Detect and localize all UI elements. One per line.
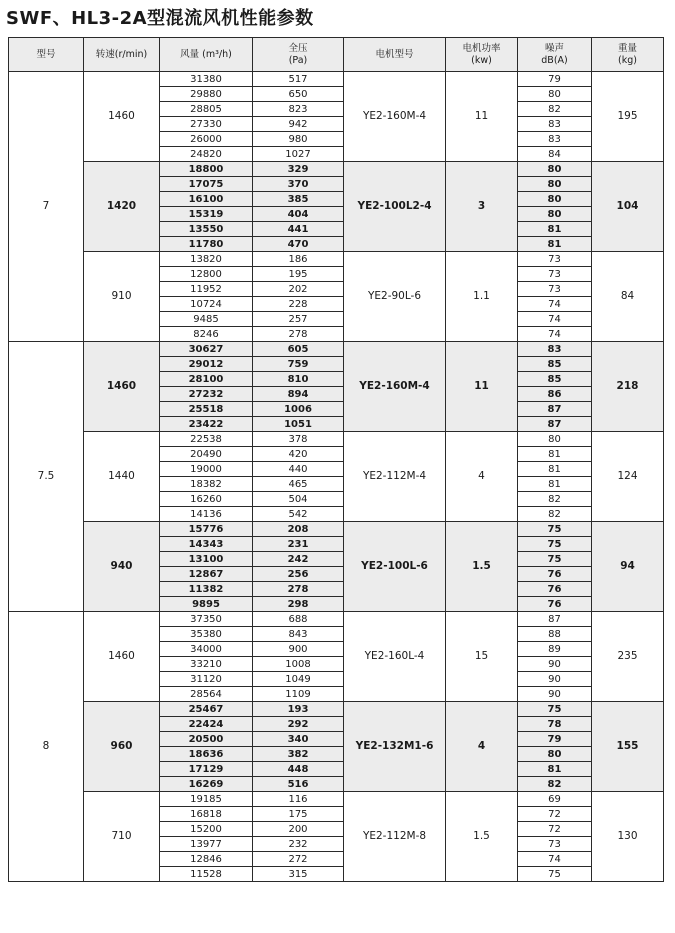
speed-cell: 910 [84, 252, 160, 342]
model-cell: 7 [9, 72, 84, 342]
table-row [9, 432, 664, 447]
pressure-cell: 465 [253, 477, 344, 492]
noise-cell: 80 [518, 747, 592, 762]
motor-cell: YE2-112M-4 [344, 432, 446, 522]
header-flow: 风量 (m³/h) [160, 38, 253, 72]
weight-cell: 104 [592, 162, 664, 252]
flow-cell: 16260 [160, 492, 253, 507]
noise-cell: 88 [518, 627, 592, 642]
weight-cell: 94 [592, 522, 664, 612]
flow-cell: 29012 [160, 357, 253, 372]
flow-cell: 12867 [160, 567, 253, 582]
flow-cell: 30627 [160, 342, 253, 357]
pressure-cell: 504 [253, 492, 344, 507]
speed-cell: 710 [84, 792, 160, 882]
flow-cell: 27330 [160, 117, 253, 132]
pressure-cell: 292 [253, 717, 344, 732]
pressure-cell: 186 [253, 252, 344, 267]
power-cell: 1.1 [446, 252, 518, 342]
noise-cell: 74 [518, 852, 592, 867]
weight-cell: 130 [592, 792, 664, 882]
speed-cell: 1420 [84, 162, 160, 252]
pressure-cell: 329 [253, 162, 344, 177]
pressure-cell: 605 [253, 342, 344, 357]
flow-cell: 25467 [160, 702, 253, 717]
pressure-cell: 843 [253, 627, 344, 642]
flow-cell: 18382 [160, 477, 253, 492]
header-model: 型号 [9, 38, 84, 72]
noise-cell: 87 [518, 402, 592, 417]
pressure-cell: 175 [253, 807, 344, 822]
pressure-cell: 440 [253, 462, 344, 477]
noise-cell: 81 [518, 222, 592, 237]
pressure-cell: 470 [253, 237, 344, 252]
power-cell: 4 [446, 702, 518, 792]
page-title: SWF、HL3-2A型混流风机性能参数 [6, 8, 314, 29]
flow-cell: 25518 [160, 402, 253, 417]
pressure-cell: 200 [253, 822, 344, 837]
noise-cell: 80 [518, 177, 592, 192]
flow-cell: 20490 [160, 447, 253, 462]
noise-cell: 81 [518, 462, 592, 477]
noise-cell: 81 [518, 237, 592, 252]
flow-cell: 12846 [160, 852, 253, 867]
noise-cell: 87 [518, 417, 592, 432]
pressure-cell: 441 [253, 222, 344, 237]
weight-cell: 124 [592, 432, 664, 522]
noise-cell: 75 [518, 522, 592, 537]
noise-cell: 86 [518, 387, 592, 402]
pressure-cell: 315 [253, 867, 344, 882]
noise-cell: 90 [518, 672, 592, 687]
flow-cell: 29880 [160, 87, 253, 102]
performance-table [8, 37, 664, 882]
pressure-cell: 208 [253, 522, 344, 537]
pressure-cell: 1051 [253, 417, 344, 432]
noise-cell: 76 [518, 597, 592, 612]
header-motor: 电机型号 [344, 38, 446, 72]
pressure-cell: 298 [253, 597, 344, 612]
model-cell: 8 [9, 612, 84, 882]
flow-cell: 19185 [160, 792, 253, 807]
motor-cell: YE2-132M1-6 [344, 702, 446, 792]
noise-cell: 75 [518, 867, 592, 882]
power-cell: 11 [446, 342, 518, 432]
noise-cell: 80 [518, 432, 592, 447]
motor-cell: YE2-160M-4 [344, 72, 446, 162]
flow-cell: 24820 [160, 147, 253, 162]
noise-cell: 75 [518, 537, 592, 552]
header-row [9, 38, 664, 72]
motor-cell: YE2-90L-6 [344, 252, 446, 342]
pressure-cell: 202 [253, 282, 344, 297]
table-row [9, 522, 664, 537]
pressure-cell: 116 [253, 792, 344, 807]
flow-cell: 11952 [160, 282, 253, 297]
noise-cell: 73 [518, 252, 592, 267]
power-cell: 3 [446, 162, 518, 252]
flow-cell: 9485 [160, 312, 253, 327]
noise-cell: 82 [518, 102, 592, 117]
pressure-cell: 256 [253, 567, 344, 582]
flow-cell: 26000 [160, 132, 253, 147]
pressure-cell: 272 [253, 852, 344, 867]
flow-cell: 23422 [160, 417, 253, 432]
flow-cell: 35380 [160, 627, 253, 642]
header-weight-line1: 重量 [617, 42, 637, 54]
header-power-line1: 电机功率 [462, 42, 501, 54]
pressure-cell: 195 [253, 267, 344, 282]
noise-cell: 85 [518, 357, 592, 372]
flow-cell: 8246 [160, 327, 253, 342]
flow-cell: 13977 [160, 837, 253, 852]
noise-cell: 90 [518, 687, 592, 702]
noise-cell: 78 [518, 717, 592, 732]
pressure-cell: 370 [253, 177, 344, 192]
pressure-cell: 232 [253, 837, 344, 852]
flow-cell: 18636 [160, 747, 253, 762]
pressure-cell: 1027 [253, 147, 344, 162]
noise-cell: 73 [518, 837, 592, 852]
flow-cell: 17129 [160, 762, 253, 777]
noise-cell: 83 [518, 342, 592, 357]
pressure-cell: 340 [253, 732, 344, 747]
power-cell: 1.5 [446, 522, 518, 612]
flow-cell: 28564 [160, 687, 253, 702]
power-cell: 15 [446, 612, 518, 702]
noise-cell: 73 [518, 267, 592, 282]
flow-cell: 18800 [160, 162, 253, 177]
noise-cell: 72 [518, 822, 592, 837]
motor-cell: YE2-160M-4 [344, 342, 446, 432]
noise-cell: 80 [518, 162, 592, 177]
power-cell: 11 [446, 72, 518, 162]
table-row [9, 342, 664, 357]
weight-cell: 235 [592, 612, 664, 702]
pressure-cell: 980 [253, 132, 344, 147]
pressure-cell: 810 [253, 372, 344, 387]
flow-cell: 11780 [160, 237, 253, 252]
noise-cell: 79 [518, 732, 592, 747]
noise-cell: 87 [518, 612, 592, 627]
noise-cell: 81 [518, 762, 592, 777]
table-row [9, 72, 664, 87]
motor-cell: YE2-100L-6 [344, 522, 446, 612]
noise-cell: 75 [518, 702, 592, 717]
flow-cell: 31120 [160, 672, 253, 687]
noise-cell: 72 [518, 807, 592, 822]
weight-cell: 155 [592, 702, 664, 792]
noise-cell: 89 [518, 642, 592, 657]
noise-cell: 81 [518, 477, 592, 492]
pressure-cell: 385 [253, 192, 344, 207]
noise-cell: 82 [518, 777, 592, 792]
weight-cell: 195 [592, 72, 664, 162]
flow-cell: 15319 [160, 207, 253, 222]
header-noise-line1: 噪声 [544, 42, 564, 54]
noise-cell: 90 [518, 657, 592, 672]
header-noise-line2: dB(A) [541, 54, 568, 66]
speed-cell: 1460 [84, 342, 160, 432]
header-weight [592, 38, 664, 72]
noise-cell: 76 [518, 567, 592, 582]
pressure-cell: 404 [253, 207, 344, 222]
flow-cell: 27232 [160, 387, 253, 402]
pressure-cell: 894 [253, 387, 344, 402]
noise-cell: 82 [518, 507, 592, 522]
noise-cell: 74 [518, 297, 592, 312]
weight-cell: 218 [592, 342, 664, 432]
flow-cell: 28805 [160, 102, 253, 117]
noise-cell: 74 [518, 327, 592, 342]
noise-cell: 85 [518, 372, 592, 387]
flow-cell: 11528 [160, 867, 253, 882]
flow-cell: 20500 [160, 732, 253, 747]
pressure-cell: 823 [253, 102, 344, 117]
noise-cell: 79 [518, 72, 592, 87]
flow-cell: 9895 [160, 597, 253, 612]
pressure-cell: 193 [253, 702, 344, 717]
table-row [9, 792, 664, 807]
pressure-cell: 650 [253, 87, 344, 102]
table-row [9, 162, 664, 177]
flow-cell: 11382 [160, 582, 253, 597]
pressure-cell: 257 [253, 312, 344, 327]
noise-cell: 81 [518, 447, 592, 462]
flow-cell: 28100 [160, 372, 253, 387]
pressure-cell: 942 [253, 117, 344, 132]
flow-cell: 16269 [160, 777, 253, 792]
table-row [9, 252, 664, 267]
flow-cell: 15200 [160, 822, 253, 837]
noise-cell: 74 [518, 312, 592, 327]
header-pressure [253, 38, 344, 72]
flow-cell: 22538 [160, 432, 253, 447]
noise-cell: 80 [518, 87, 592, 102]
flow-cell: 37350 [160, 612, 253, 627]
flow-cell: 16818 [160, 807, 253, 822]
speed-cell: 1440 [84, 432, 160, 522]
pressure-cell: 231 [253, 537, 344, 552]
motor-cell: YE2-160L-4 [344, 612, 446, 702]
flow-cell: 13550 [160, 222, 253, 237]
motor-cell: YE2-100L2-4 [344, 162, 446, 252]
pressure-cell: 420 [253, 447, 344, 462]
flow-cell: 14136 [160, 507, 253, 522]
flow-cell: 17075 [160, 177, 253, 192]
flow-cell: 15776 [160, 522, 253, 537]
pressure-cell: 378 [253, 432, 344, 447]
power-cell: 1.5 [446, 792, 518, 882]
noise-cell: 75 [518, 552, 592, 567]
pressure-cell: 516 [253, 777, 344, 792]
header-weight-line2: (kg) [618, 54, 637, 66]
table-row [9, 612, 664, 627]
pressure-cell: 228 [253, 297, 344, 312]
header-pressure-line2: (Pa) [288, 54, 308, 66]
table-body [9, 72, 664, 882]
pressure-cell: 517 [253, 72, 344, 87]
model-cell: 7.5 [9, 342, 84, 612]
pressure-cell: 1006 [253, 402, 344, 417]
speed-cell: 1460 [84, 72, 160, 162]
header-speed: 转速(r/min) [84, 38, 160, 72]
header-power [446, 38, 518, 72]
flow-cell: 22424 [160, 717, 253, 732]
noise-cell: 76 [518, 582, 592, 597]
pressure-cell: 382 [253, 747, 344, 762]
header-power-line2: (kw) [471, 54, 492, 66]
flow-cell: 31380 [160, 72, 253, 87]
pressure-cell: 448 [253, 762, 344, 777]
flow-cell: 19000 [160, 462, 253, 477]
flow-cell: 12800 [160, 267, 253, 282]
flow-cell: 34000 [160, 642, 253, 657]
weight-cell: 84 [592, 252, 664, 342]
noise-cell: 84 [518, 147, 592, 162]
pressure-cell: 1109 [253, 687, 344, 702]
speed-cell: 940 [84, 522, 160, 612]
pressure-cell: 900 [253, 642, 344, 657]
pressure-cell: 542 [253, 507, 344, 522]
pressure-cell: 759 [253, 357, 344, 372]
pressure-cell: 278 [253, 327, 344, 342]
speed-cell: 960 [84, 702, 160, 792]
header-noise [518, 38, 592, 72]
header-pressure-line1: 全压 [288, 42, 308, 54]
noise-cell: 83 [518, 117, 592, 132]
flow-cell: 16100 [160, 192, 253, 207]
flow-cell: 10724 [160, 297, 253, 312]
pressure-cell: 242 [253, 552, 344, 567]
pressure-cell: 688 [253, 612, 344, 627]
flow-cell: 13820 [160, 252, 253, 267]
noise-cell: 73 [518, 282, 592, 297]
noise-cell: 80 [518, 192, 592, 207]
flow-cell: 33210 [160, 657, 253, 672]
noise-cell: 83 [518, 132, 592, 147]
flow-cell: 14343 [160, 537, 253, 552]
noise-cell: 80 [518, 207, 592, 222]
motor-cell: YE2-112M-8 [344, 792, 446, 882]
pressure-cell: 278 [253, 582, 344, 597]
noise-cell: 82 [518, 492, 592, 507]
pressure-cell: 1049 [253, 672, 344, 687]
power-cell: 4 [446, 432, 518, 522]
noise-cell: 69 [518, 792, 592, 807]
speed-cell: 1460 [84, 612, 160, 702]
table-row [9, 702, 664, 717]
flow-cell: 13100 [160, 552, 253, 567]
pressure-cell: 1008 [253, 657, 344, 672]
